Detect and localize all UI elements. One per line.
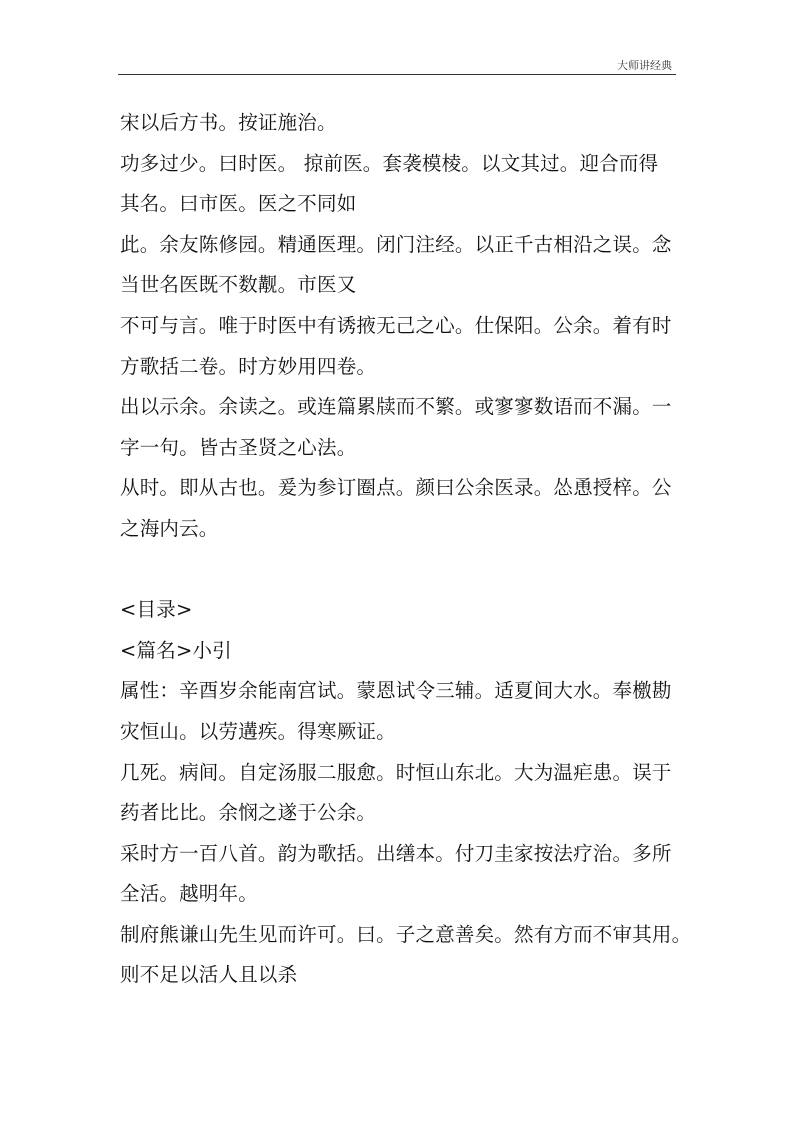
text-line: 灾恒山。以劳遘疾。得寒厥证。 (120, 719, 396, 743)
header-title: 大师讲经典 (617, 59, 672, 72)
text-line: 全活。越明年。 (120, 882, 258, 906)
text-line: 药者比比。余悯之遂于公余。 (120, 801, 377, 825)
text-line: 功多过少。曰时医。 掠前医。套袭模棱。以文其过。迎合而得 (120, 151, 659, 175)
text-line: 出以示余。余读之。或连篇累牍而不繁。或寥寥数语而不漏。一 (120, 395, 672, 419)
text-line: 当世名医既不数觏。市医又 (120, 273, 357, 297)
text-line: 则不足以活人且以杀 (120, 963, 298, 987)
text-line: 宋以后方书。按证施治。 (120, 111, 337, 134)
text-line: 字一句。皆古圣贤之心法。 (120, 435, 357, 459)
text-line: 制府熊谦山先生见而许可。曰。子之意善矣。然有方而不审其用。 (120, 922, 692, 946)
text-line: 其名。曰市医。医之不同如 (120, 192, 357, 216)
document-body (120, 103, 692, 996)
text-line: 不可与言。唯于时医中有诱掖无己之心。仕保阳。公余。着有时 (120, 313, 672, 337)
text-line: 此。余友陈修园。精通医理。闭门注经。以正千古相沿之误。念 (120, 232, 672, 256)
blank-line (120, 550, 680, 591)
chapter-title: <篇名>小引 (120, 638, 232, 662)
text-line: 之海内云。 (120, 516, 219, 540)
page-header (118, 55, 676, 75)
text-line: 从时。即从古也。爰为参订圈点。颜曰公余医录。怂恿授梓。公 (120, 476, 672, 500)
section-tag-toc: <目录> (120, 598, 193, 622)
text-line: 几死。病间。自定汤服二服愈。时恒山东北。大为温疟患。误于 (120, 760, 672, 784)
text-line: 属性：辛酉岁余能南宫试。蒙恩试令三辅。适夏间大水。奉檄勘 (120, 679, 672, 703)
text-line: 方歌括二卷。时方妙用四卷。 (120, 354, 377, 378)
text-line: 采时方一百八首。韵为歌括。出缮本。付刀圭家按法疗治。多所 (120, 841, 672, 865)
